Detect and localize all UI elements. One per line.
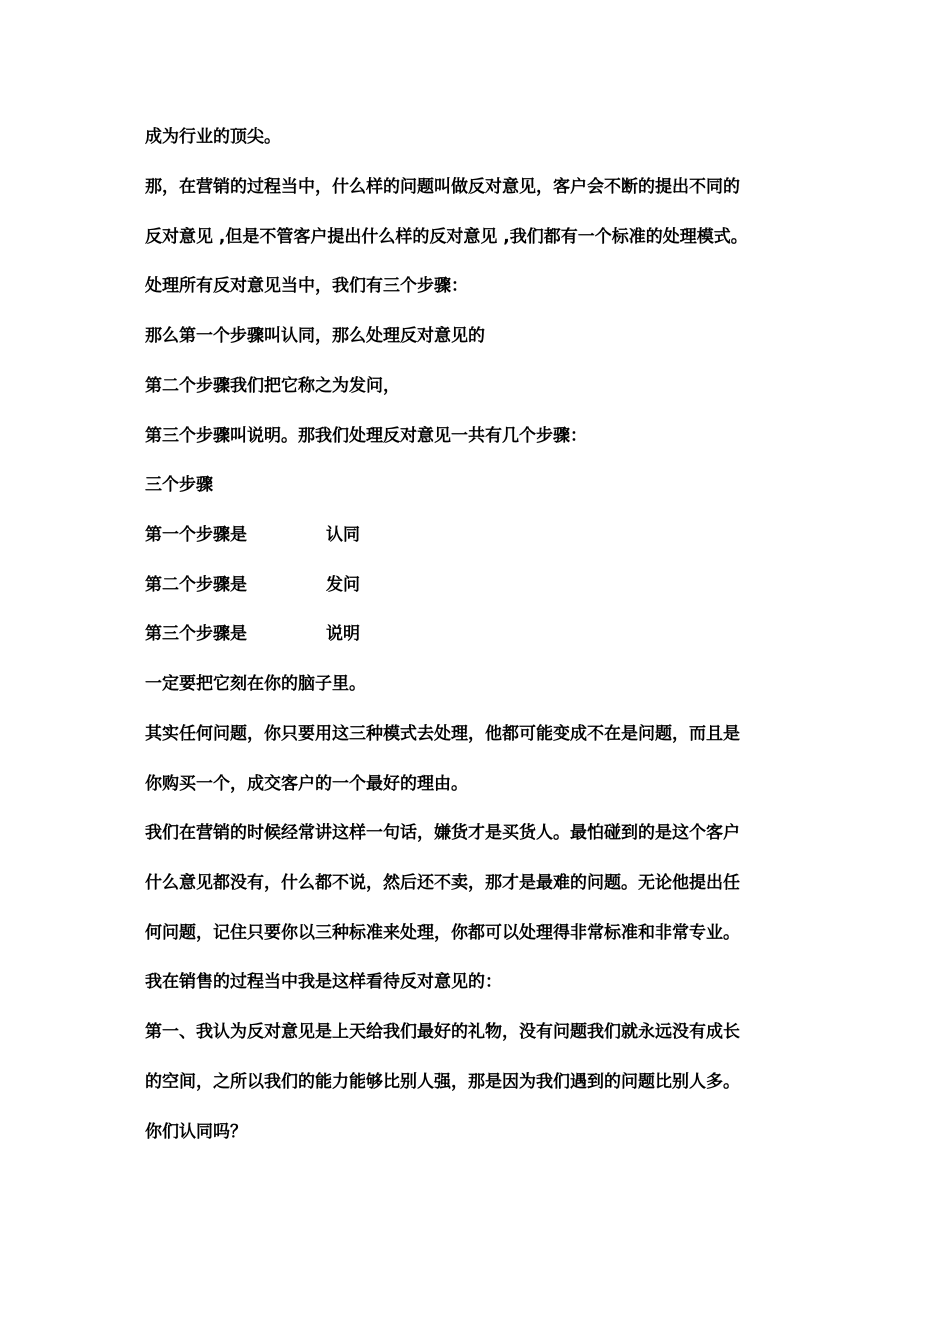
step-label: 第三个步骤是 (145, 624, 247, 644)
paragraph-line: 第二个步骤我们把它称之为发问， (145, 376, 400, 396)
step-label: 第二个步骤是 (145, 575, 247, 595)
step-value: 说明 (326, 624, 360, 644)
paragraph-line: 那么第一个步骤叫认同，那么处理反对意见的 (145, 326, 485, 346)
step-row (145, 623, 545, 645)
paragraph-line: 第一、我认为反对意见是上天给我们最好的礼物，没有问题我们就永远没有成长 (145, 1022, 740, 1042)
step-value: 认同 (326, 525, 360, 545)
paragraph-line: 那，在营销的过程当中，什么样的问题叫做反对意见，客户会不断的提出不同的 (145, 177, 740, 197)
paragraph-line: 你购买一个，成交客户的一个最好的理由。 (145, 774, 468, 794)
step-label: 第一个步骤是 (145, 525, 247, 545)
paragraph-line: 的空间，之所以我们的能力能够比别人强，那是因为我们遇到的问题比别人多。 (145, 1072, 740, 1092)
paragraph-line: 什么意见都没有，什么都不说，然后还不卖，那才是最难的问题。无论他提出任 (145, 873, 740, 893)
step-row (145, 574, 545, 596)
paragraph-line: 你们认同吗？ (145, 1122, 247, 1142)
paragraph-line: 我在销售的过程当中我是这样看待反对意见的： (145, 972, 502, 992)
paragraph-line: 处理所有反对意见当中，我们有三个步骤： (145, 276, 468, 296)
paragraph-line: 三个步骤 (145, 475, 213, 495)
paragraph-line: 一定要把它刻在你的脑子里。 (145, 674, 366, 694)
paragraph-line: 反对意见 ,但是不管客户提出什么样的反对意见 ,我们都有一个标准的处理模式。 (145, 227, 748, 247)
paragraph-line: 何问题，记住只要你以三种标准来处理，你都可以处理得非常标准和非常专业。 (145, 923, 740, 943)
step-value: 发问 (326, 575, 360, 595)
paragraph-line: 成为行业的顶尖。 (145, 127, 281, 147)
paragraph-line: 我们在营销的时候经常讲这样一句话，嫌货才是买货人。最怕碰到的是这个客户 (145, 823, 740, 843)
paragraph-line: 其实任何问题，你只要用这三种模式去处理，他都可能变成不在是问题，而且是 (145, 724, 740, 744)
paragraph-line: 第三个步骤叫说明。那我们处理反对意见一共有几个步骤： (145, 426, 587, 446)
step-row (145, 524, 545, 546)
